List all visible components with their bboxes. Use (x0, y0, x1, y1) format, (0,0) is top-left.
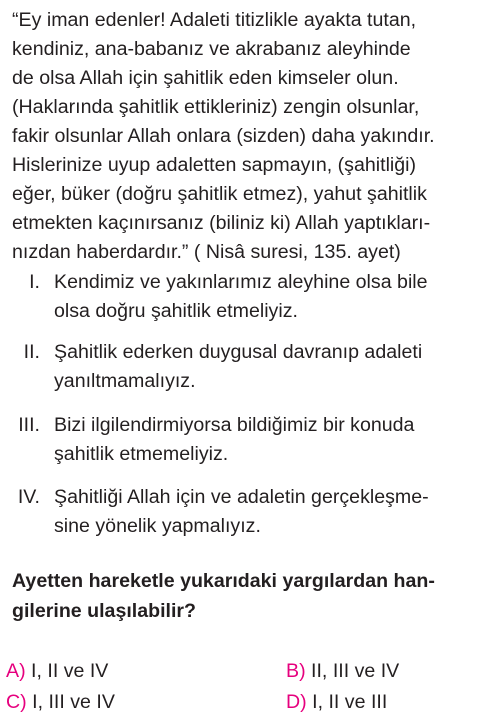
passage-line: nızdan haberdardır.” ( Nisâ suresi, 135. ayet) (12, 241, 401, 263)
statement-numeral: III. (18, 414, 40, 436)
option-a[interactable] (6, 659, 108, 683)
passage-line: etmekten kaçınırsanız (biliniz ki) Allah yaptıkları- (12, 212, 431, 234)
question-stem (12, 566, 492, 626)
passage-line: fakir olsunlar Allah onlara (sizden) daha yakındır. (12, 125, 435, 147)
statement-line: olsa doğru şahitlik etmeliyiz. (54, 299, 298, 322)
statement-numeral: II. (23, 341, 40, 363)
option-b[interactable] (286, 659, 399, 683)
passage-line: (Haklarında şahitlik ettikleriniz) zengin olsunlar, (12, 96, 420, 118)
statement-line: Şahitliği Allah için ve adaletin gerçekleşme- (54, 486, 429, 508)
option-letter: B) (286, 660, 306, 682)
option-letter: D) (286, 691, 307, 713)
statement-line: sine yönelik yapmalıyız. (54, 514, 261, 537)
option-letter: C) (6, 691, 27, 713)
passage-line: de olsa Allah için şahitlik eden kimseler olun. (12, 67, 399, 89)
statement-line: Şahitlik ederken duygusal davranıp adaleti (54, 341, 423, 363)
option-text: I, III ve IV (32, 691, 115, 713)
statement-text (54, 338, 492, 395)
statement-text (54, 483, 492, 540)
statement-numeral: IV. (17, 486, 40, 508)
option-text: II, III ve IV (311, 660, 400, 682)
statement-line: Kendimiz ve yakınlarımız aleyhine olsa bile (54, 271, 428, 293)
question-line: Ayetten hareketle yukarıdaki yargılardan han- (12, 570, 435, 592)
option-text: I, II ve IV (31, 660, 109, 682)
passage-line: kendiniz, ana-babanız ve akrabanız aleyhinde (12, 38, 411, 60)
passage-line: Hislerinize uyup adaletten sapmayın, (şahitliği) (12, 154, 417, 176)
option-text: I, II ve III (312, 691, 388, 713)
option-letter: A) (6, 660, 26, 682)
option-c[interactable] (6, 690, 115, 714)
statement-line: şahitlik etmemeliyiz. (54, 442, 229, 465)
verse-passage (12, 6, 492, 267)
passage-line: eğer, büker (doğru şahitlik etmez), yahut şahitlik (12, 183, 427, 205)
statement-numeral: I. (29, 271, 40, 293)
statement-line: Bizi ilgilendirmiyorsa bildiğimiz bir konuda (54, 414, 415, 436)
passage-line: “Ey iman edenler! Adaleti titizlikle ayakta tutan, (12, 9, 417, 31)
statement-text (54, 268, 492, 325)
statement-text (54, 411, 492, 468)
option-d[interactable] (286, 690, 387, 714)
question-line: gilerine ulaşılabilir? (12, 600, 197, 622)
statement-line: yanıltmamalıyız. (54, 369, 196, 392)
